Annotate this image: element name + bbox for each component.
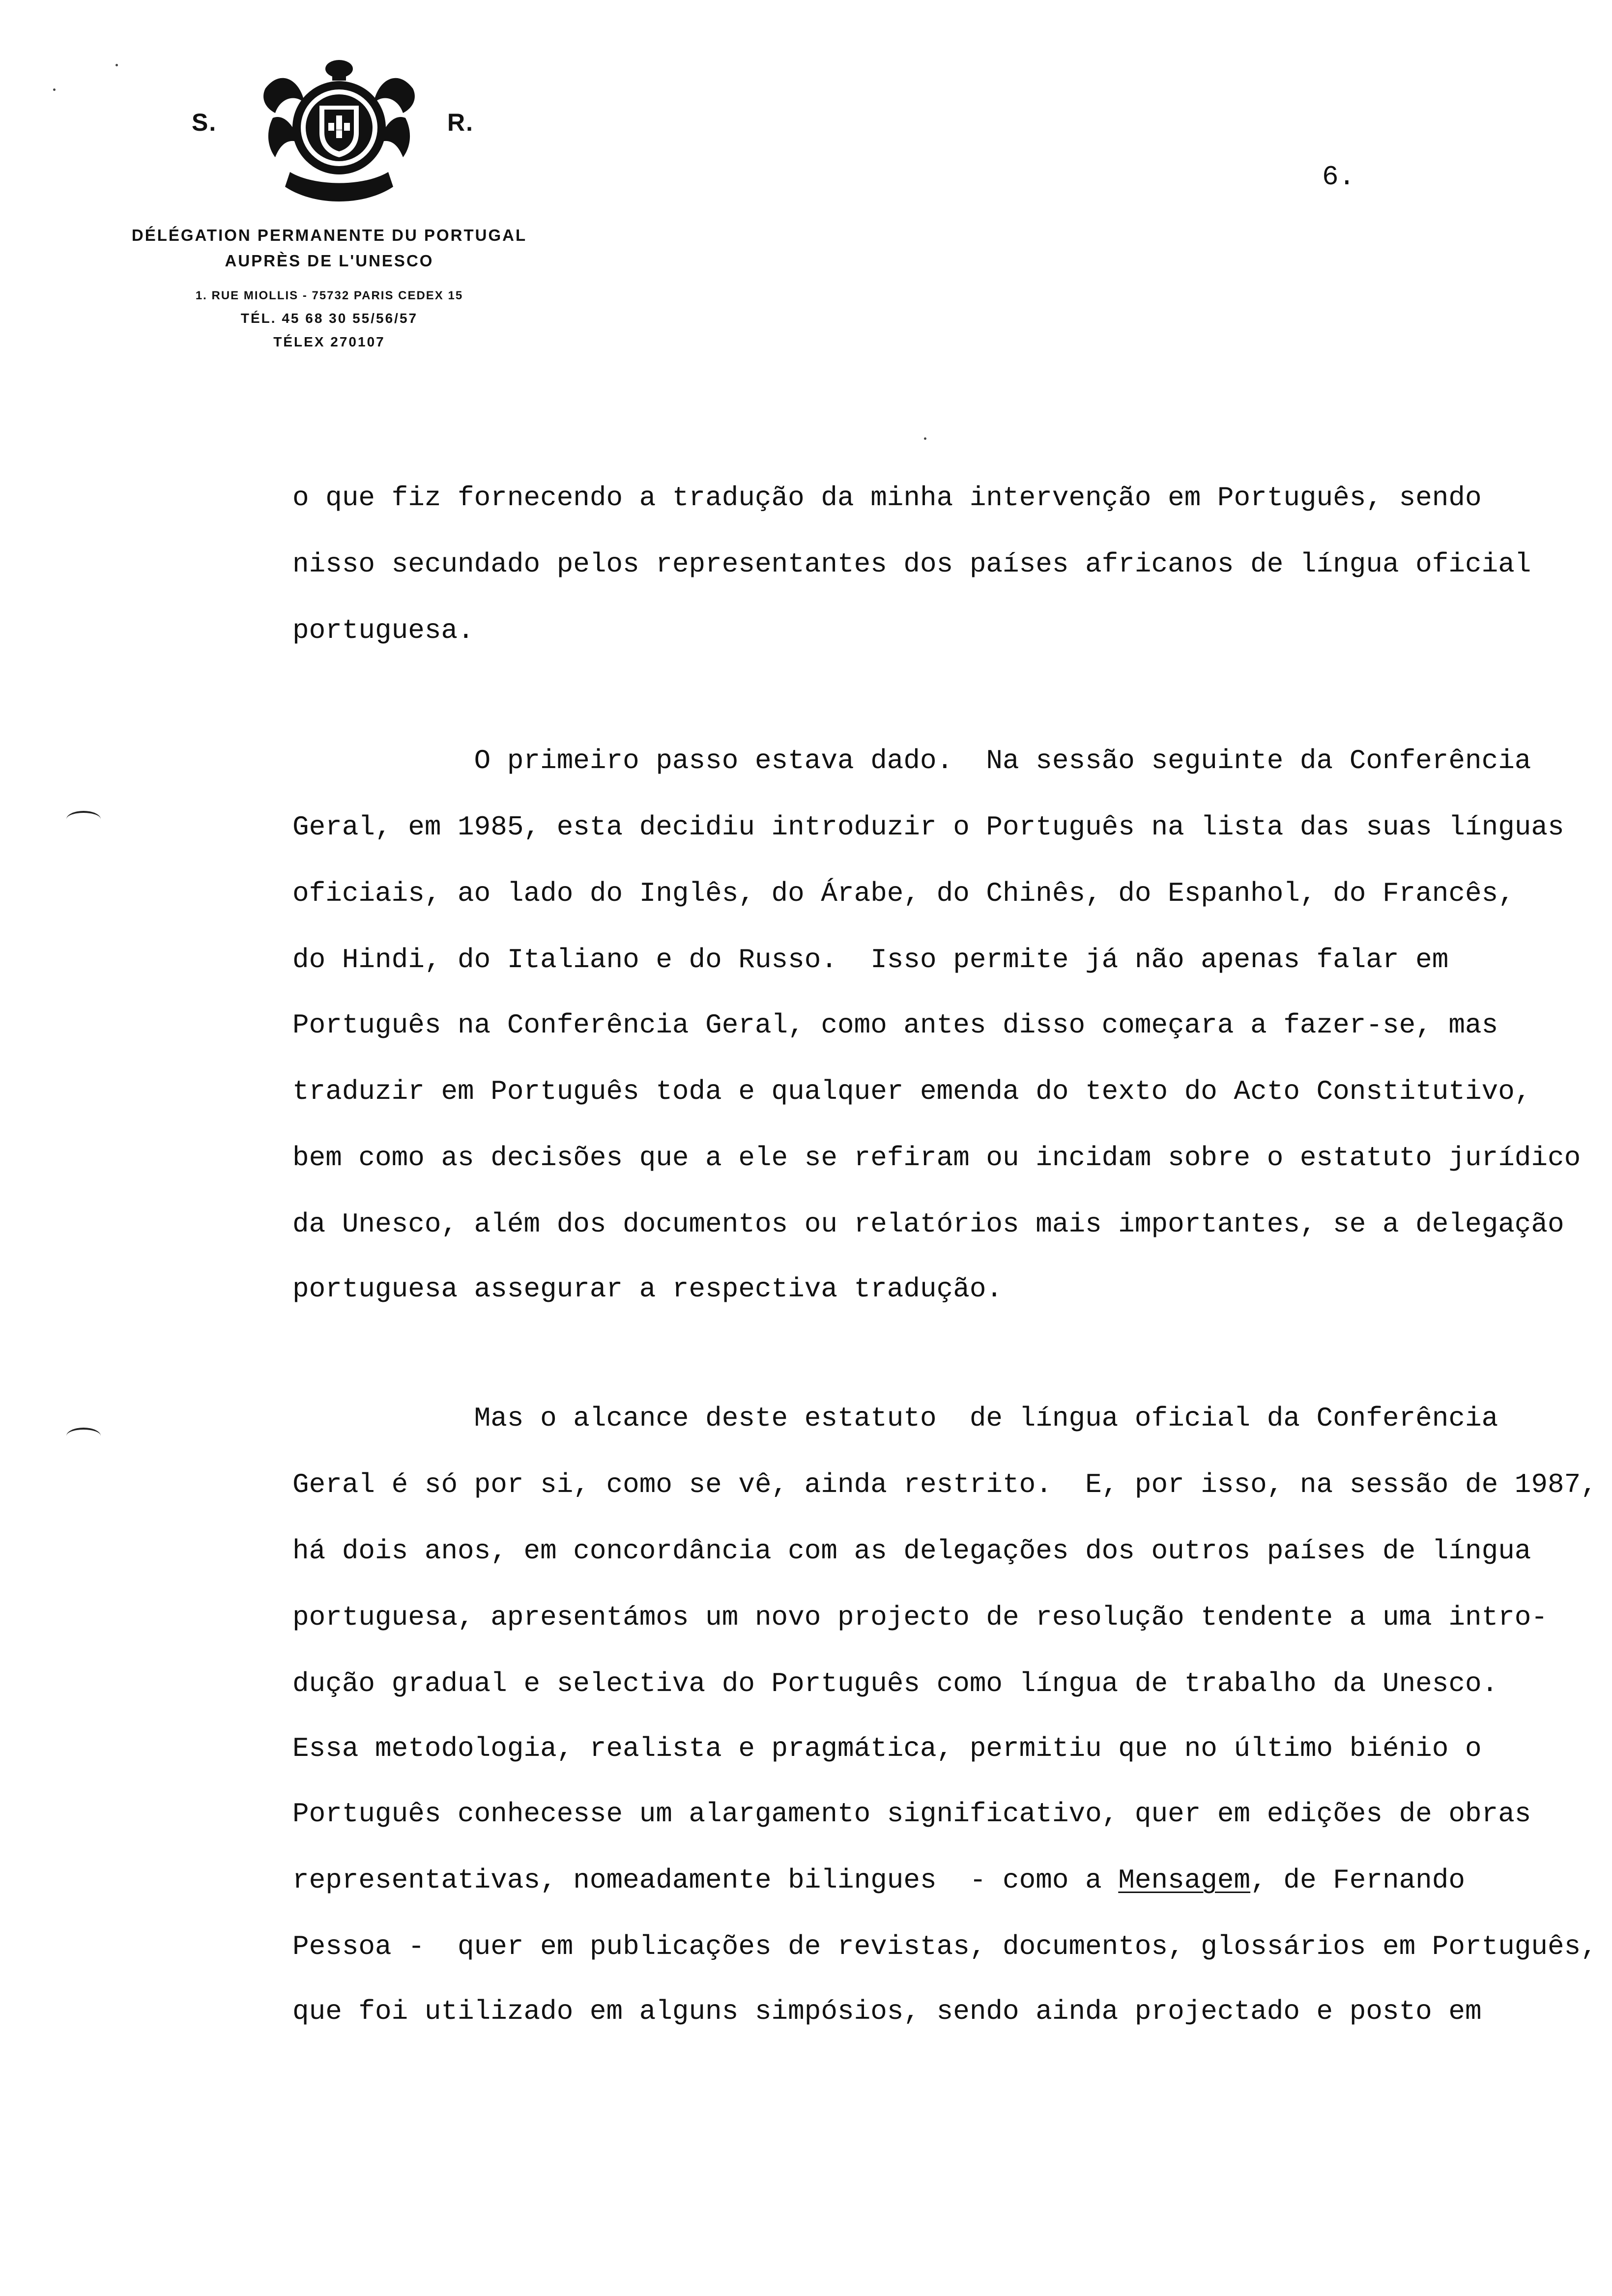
body-line: portuguesa assegurar a respectiva tradução. <box>292 1273 1003 1305</box>
body-line: Pessoa - quer em publicações de revistas, documentos, glossários em Português, <box>292 1931 1597 1962</box>
scan-speck <box>924 437 926 440</box>
letterhead-telephone: TÉL. 45 68 30 55/56/57 <box>240 311 418 326</box>
body-text-segment: representativas, nomeadamente bilingues - como a <box>292 1865 1119 1896</box>
body-line: traduzir em Português toda e qualquer emenda do texto do Acto Constitutivo, <box>292 1076 1531 1107</box>
body-line: Mas o alcance deste estatuto de língua oficial da Conferência <box>292 1403 1498 1434</box>
body-line: oficiais, ao lado do Inglês, do Árabe, do Chinês, do Espanhol, do Francês, <box>292 878 1515 909</box>
body-line: nisso secundado pelos representantes dos países africanos de língua oficial <box>292 548 1531 580</box>
letterhead-address: 1. RUE MIOLLIS - 75732 PARIS CEDEX 15 <box>195 289 463 302</box>
body-line: Português na Conferência Geral, como antes disso começara a fazer-se, mas <box>292 1009 1498 1041</box>
body-line: o que fiz fornecendo a tradução da minha intervenção em Português, sendo <box>292 482 1482 514</box>
body-line-with-title <box>292 1866 1465 1894</box>
letterhead-telex: TÉLEX 270107 <box>273 334 385 349</box>
body-line: há dois anos, em concordância com as delegações dos outros países de língua <box>292 1535 1531 1567</box>
body-line: portuguesa. <box>292 615 474 646</box>
letterhead-organization-line2: AUPRÈS DE L'UNESCO <box>225 252 434 270</box>
body-line: Geral, em 1985, esta decidiu introduzir o Português na lista das suas línguas <box>292 811 1564 843</box>
underlined-work-title: Mensagem <box>1118 1865 1251 1896</box>
body-line: portuguesa, apresentámos um novo projecto de resolução tendente a uma intro- <box>292 1602 1548 1633</box>
body-line: da Unesco, além dos documentos ou relatórios mais importantes, se a delegação <box>292 1208 1564 1240</box>
letterhead-crest-row <box>84 59 575 206</box>
body-line: Geral é só por si, como se vê, ainda restrito. E, por isso, na sessão de 1987, <box>292 1469 1597 1500</box>
body-line: do Hindi, do Italiano e do Russo. Isso permite já não apenas falar em <box>292 944 1449 976</box>
scan-speck <box>115 64 118 66</box>
body-text-segment: , de Fernando <box>1250 1865 1465 1896</box>
body-line: O primeiro passo estava dado. Na sessão seguinte da Conferência <box>292 745 1531 776</box>
body-line: bem como as decisões que a ele se refiram ou incidam sobre o estatuto jurídico <box>292 1142 1581 1174</box>
coat-of-arms-logo <box>246 59 432 206</box>
letterhead-initial-right: R. <box>447 109 474 136</box>
body-line: Português conhecesse um alargamento significativo, quer em edições de obras <box>292 1798 1531 1830</box>
page-number: 6. <box>1322 161 1355 193</box>
margin-mark <box>66 811 101 828</box>
body-line: que foi utilizado em alguns simpósios, sendo ainda projectado e posto em <box>292 1996 1482 2027</box>
body-line: dução gradual e selectiva do Português como língua de trabalho da Unesco. <box>292 1668 1498 1699</box>
letterhead-initial-left: S. <box>192 109 217 136</box>
scan-speck <box>53 88 56 91</box>
body-line: Essa metodologia, realista e pragmática, permitiu que no último biénio o <box>292 1733 1482 1764</box>
margin-mark <box>66 1428 101 1444</box>
letterhead-organization: DÉLÉGATION PERMANENTE DU PORTUGAL <box>131 226 527 244</box>
